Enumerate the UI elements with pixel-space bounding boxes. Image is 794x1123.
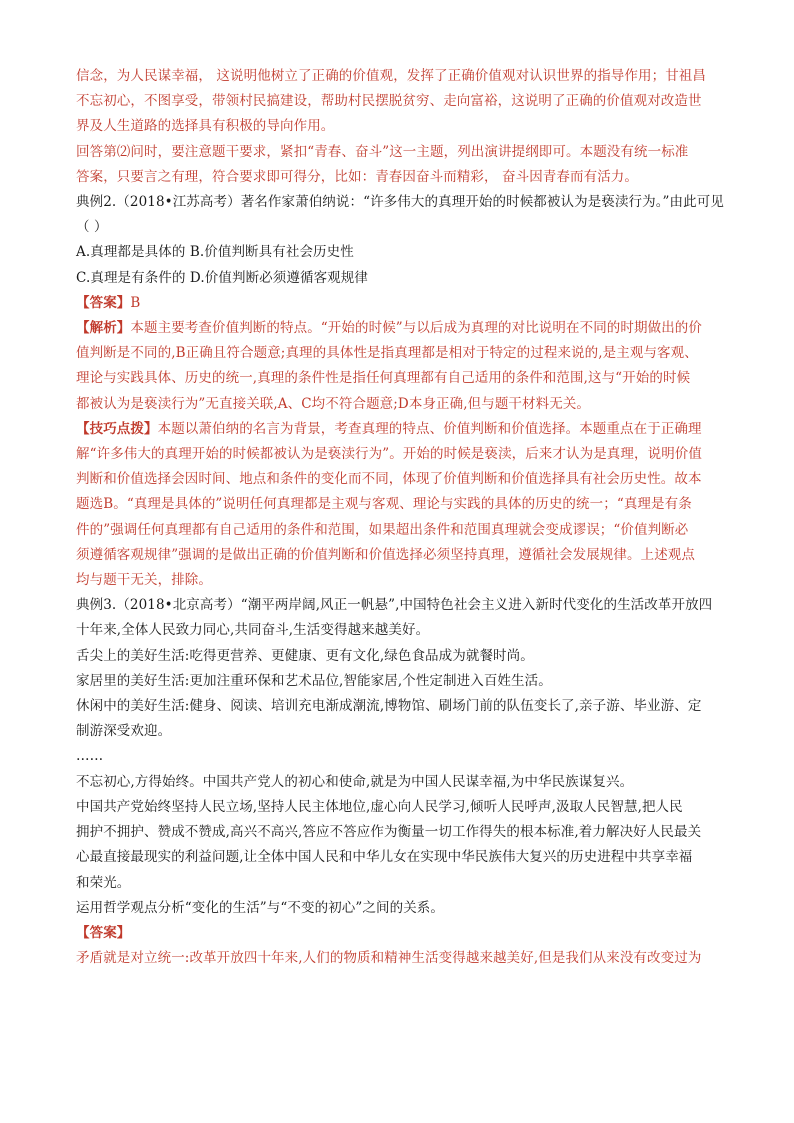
text-span: 典例3.（2018•北京高考）“潮平两岸阔,风正一帆悬”,中国特色社会主义进入新时代变化的生活改革开放四 [76, 597, 713, 614]
text-span: 题选B。“真理是具体的”说明任何真理都是主观与客观、理论与实践的具体的历史的统一；“真理是有条 [76, 496, 692, 513]
text-span: 家居里的美好生活:更加注重环保和艺术品位,智能家居,个性定制进入百姓生活。 [76, 672, 552, 689]
text-span: 答案，只要言之有理，符合要求即可得分，比如：青春因奋斗而精彩， 奋斗因青春而有活力。 [76, 168, 638, 185]
text-span: 不忘初心,方得始终。中国共产党人的初心和使命,就是为中国人民谋幸福,为中华民族谋复兴。 [76, 773, 634, 790]
text-line [76, 316, 736, 341]
text-line [76, 240, 736, 265]
text-span: 信念，为人民谋幸福， 这说明他树立了正确的价值观，发挥了正确价值观对认识世界的指导作用；甘祖昌 [76, 68, 706, 84]
text-line [76, 64, 736, 89]
text-span: 判断和价值选择会因时间、地点和条件的变化而不同，体现了价值判断和价值选择具有社会历史性。故本 [76, 471, 702, 488]
text-line [76, 442, 736, 467]
text-line [76, 669, 736, 694]
text-span: A.真理都是具体的 B.价值判断具有社会历史性 [76, 244, 354, 261]
text-line [76, 845, 736, 870]
text-line [76, 820, 736, 845]
text-line [76, 871, 736, 896]
text-line [76, 89, 736, 114]
text-span: 须遵循客观规律”强调的是做出正确的价值判断和价值选择必须坚持真理，遵循社会发展规律。上述观点 [76, 546, 695, 563]
text-span: 矛盾就是对立统一:改革开放四十年来,人们的物质和精神生活变得越来越美好,但是我们从来没有改变过为 [76, 950, 702, 967]
text-span: 本题主要考查价值判断的特点。“开始的时候”与以后成为真理的对比说明在不同的时期做出的价 [130, 320, 703, 337]
text-span: B [130, 294, 141, 311]
text-span: 不忘初心，不图享受，带领村民搞建设，帮助村民摆脱贫穷、走向富裕，这说明了正确的价值观对改造世 [76, 93, 702, 110]
text-line [76, 770, 736, 795]
text-span: 均与题干无关，排除。 [76, 572, 212, 589]
text-span: 本题以萧伯纳的名言为背景，考查真理的特点、价值判断和价值选择。本题重点在于正确理 [157, 420, 702, 437]
text-line [76, 946, 736, 971]
text-line [76, 190, 736, 215]
text-span: 解“许多伟大的真理开始的时候都被认为是亵渎行为”。开始的时候是亵渎，后来才认为是真理，说明价值 [76, 446, 703, 463]
text-line [76, 392, 736, 417]
text-line [76, 795, 736, 820]
text-line [76, 366, 736, 391]
text-line [76, 266, 736, 291]
text-span: 舌尖上的美好生活:吃得更营养、更健康、更有文化,绿色食品成为就餐时尚。 [76, 647, 534, 664]
text-line [76, 618, 736, 643]
text-line [76, 291, 736, 316]
text-span: 值判断是不同的,B正确且符合题意;真理的具体性是指真理都是相对于特定的过程来说的,是主观与客观、 [76, 345, 698, 362]
text-span: 中国共产党始终坚持人民立场,坚持人民主体地位,虚心向人民学习,倾听人民呼声,汲取人民智慧,把人民 [76, 798, 683, 815]
text-line [76, 467, 736, 492]
text-line [76, 165, 736, 190]
section-tag: 【答案】 [76, 924, 131, 941]
text-line [76, 543, 736, 568]
text-span: 和荣光。 [76, 874, 131, 891]
text-line [76, 568, 736, 593]
section-tag: 【解析】 [76, 320, 131, 337]
section-tag: 【技巧点拨】 [76, 420, 158, 437]
text-span: …… [76, 748, 104, 765]
text-span: 界及人生道路的选择具有积极的导向作用。 [76, 118, 335, 135]
text-line [76, 644, 736, 669]
text-span: 理论与实践具体、历史的统一,真理的条件性是指任何真理都有自己适用的条件和范围,这与“开始的时候 [76, 370, 691, 387]
text-line [76, 215, 736, 240]
text-span: （ ） [76, 219, 108, 236]
section-tag: 【答案】 [76, 294, 131, 311]
text-line [76, 140, 736, 165]
text-span: 件的”强调任何真理都有自己适用的条件和范围，如果超出条件和范围真理就会变成谬误；“价值判断必 [76, 521, 689, 538]
text-span: 休闲中的美好生活:健身、阅读、培训充电渐成潮流,博物馆、刷场门前的队伍变长了,亲子游、毕业游、定 [76, 698, 702, 715]
text-span: 十年来,全体人民致力同心,共同奋斗,生活变得越来越美好。 [76, 622, 430, 639]
text-line [76, 744, 736, 769]
text-span: 心最直接最现实的利益问题,让全体中国人民和中华儿女在实现中华民族伟大复兴的历史进程中共享幸福 [76, 849, 693, 866]
text-line [76, 694, 736, 719]
text-line [76, 719, 736, 744]
text-span: 制游深受欢迎。 [76, 723, 172, 740]
text-line [76, 417, 736, 442]
text-span: 回答第⑵问时，要注意题干要求，紧扣“青春、奋斗”这一主题，列出演讲提纲即可。本题没有统一标准 [76, 143, 689, 160]
text-line [76, 492, 736, 517]
text-span: 运用哲学观点分析“变化的生活”与“不变的初心”之间的关系。 [76, 899, 445, 916]
text-line [76, 114, 736, 139]
text-line [76, 593, 736, 618]
text-line [76, 921, 736, 946]
text-line [76, 518, 736, 543]
text-span: C.真理是有条件的 D.价值判断必须遵循客观规律 [76, 269, 368, 286]
text-span: 拥护不拥护、赞成不赞成,高兴不高兴,答应不答应作为衡量一切工作得失的根本标准,着力解决好人民最关 [76, 824, 702, 841]
text-span: 都被认为是亵渎行为”无直接关联,A、C均不符合题意;D本身正确,但与题干材料无关。 [76, 395, 591, 412]
text-line [76, 896, 736, 921]
text-span: 典例2.（2018•江苏高考）著名作家萧伯纳说：“许多伟大的真理开始的时候都被认为是亵渎行为。”由此可见 [76, 194, 724, 211]
text-line [76, 341, 736, 366]
document-page [76, 64, 736, 971]
